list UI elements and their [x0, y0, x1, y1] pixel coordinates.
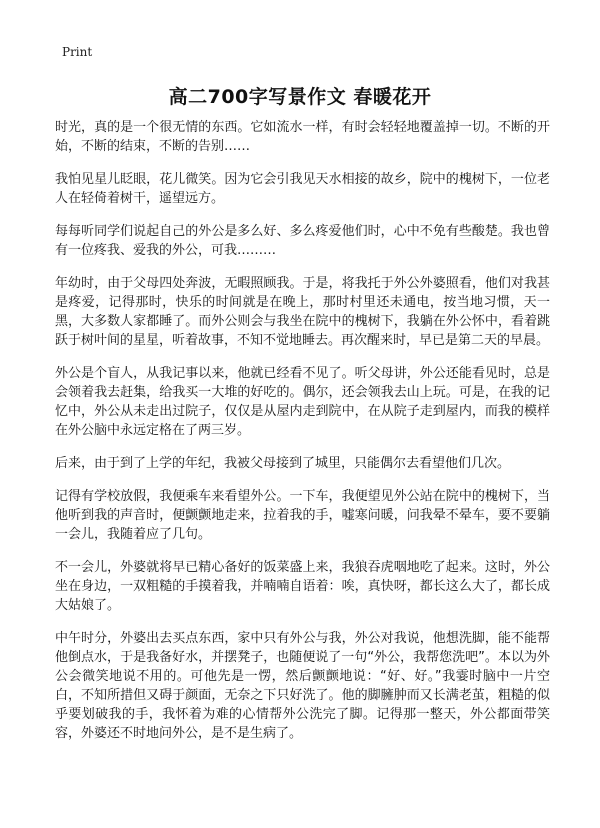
article-body [55, 118, 550, 757]
paragraph: 时光，真的是一个很无情的东西。它如流水一样，有时会轻轻地覆盖掉一切。不断的开始，不断的结束，不断的告别…… [55, 120, 550, 154]
article-title: 高二700字写景作文 春暖花开 [168, 86, 432, 108]
paragraph: 每每听同学们说起自己的外公是多么好、多么疼爱他们时，心中不免有些酸楚。我也曾有一位疼我、爱我的外公，可我……… [55, 224, 550, 258]
paragraph: 中午时分，外婆出去买点东西，家中只有外公与我，外公对我说，他想洗脚，能不能帮他倒点水，于是我备好水，并摆凳子，也随便说了一句“外公，我帮您洗吧”。本以为外公会微笑地说不用的。可他先是一愣，然后颤颤地说：“好、好。”我霎时脑中一片空白，不知所措但又碍于颜面，无奈之下只好洗了。他的脚臃肿而又长满老茧，粗糙的似乎要划破我的手，我怀着为难的心情帮外公洗完了脚。记得那一整天，外公都面带笑容，外婆还不时地问外公，是不是生病了。 [55, 631, 550, 741]
paragraph: 不一会儿，外婆就将早已精心备好的饭菜盛上来，我狼吞虎咽地吃了起来。这时，外公坐在身边，一双粗糙的手摸着我，并喃喃自语着：唉，真快呀，都长这么大了，都长成大姑娘了。 [55, 560, 550, 613]
paragraph: 后来，由于到了上学的年纪，我被父母接到了城里，只能偶尔去看望他们几次。 [55, 456, 511, 471]
print-link[interactable]: Print [62, 45, 93, 59]
paragraph: 外公是个盲人，从我记事以来，他就已经看不见了。听父母讲，外公还能看见时，总是会领着我去赶集，给我买一大堆的好吃的。偶尔，还会领我去山上玩。可是，在我的记忆中，外公从未走出过院子，仅仅是从屋内走到院中，在从院子走到屋内，而我的模样在外公脑中永远定格在了两三岁。 [55, 366, 550, 438]
paragraph: 记得有学校放假，我便乘车来看望外公。一下车，我便望见外公站在院中的槐树下，当他听到我的声音时，便颤颤地走来，拉着我的手，嘘寒问暖，问我晕不晕车，要不要躺一会儿，我随着应了几句。 [55, 489, 550, 542]
paragraph: 我怕见星儿眨眼，花儿微笑。因为它会引我见天水相接的故乡，院中的槐树下，一位老人在轻倚着树干，遥望远方。 [55, 172, 550, 206]
paragraph: 年幼时，由于父母四处奔波，无暇照顾我。于是，将我托于外公外婆照看，他们对我甚是疼爱，记得那时，快乐的时间就是在晚上，那时村里还未通电，按当地习惯，天一黑，大多数人家都睡了。而外公则会与我坐在院中的槐树下，我躺在外公怀中，看着跳跃于树叶间的星星，听着故事，不知不觉地睡去。再次醒来时，早已是第二天的早晨。 [55, 276, 550, 348]
